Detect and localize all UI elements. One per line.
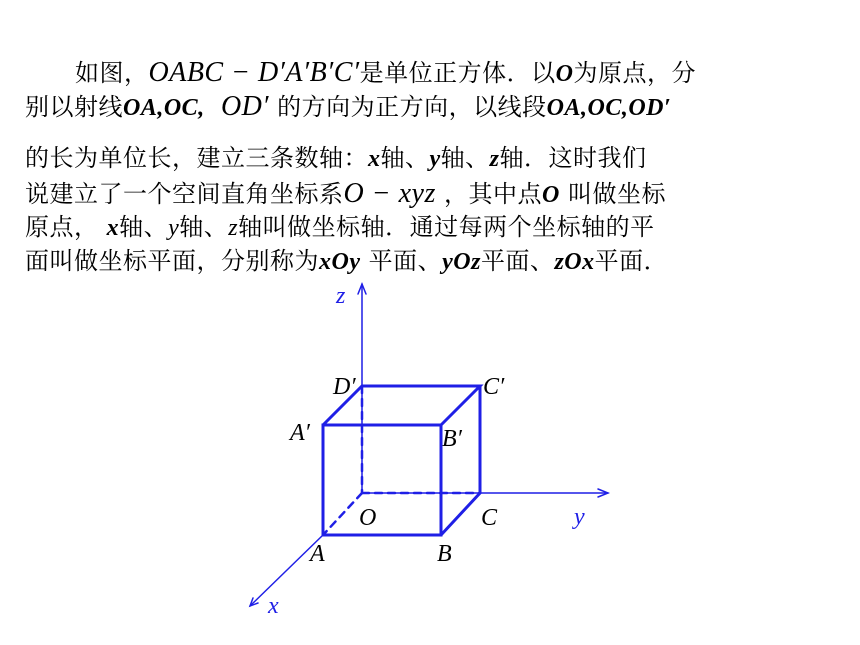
plane-zox: zOx bbox=[554, 249, 595, 275]
text: 的方向为正方向，以线段 bbox=[277, 93, 547, 121]
axis-x-name: x bbox=[368, 146, 381, 172]
cube-name-math: OABC − D′A′B′C′ bbox=[148, 57, 360, 88]
text: 轴、 bbox=[440, 144, 490, 172]
hidden-edge-oa bbox=[323, 493, 362, 535]
label-c-prime: C′ bbox=[483, 374, 505, 400]
text: 轴、 bbox=[179, 213, 229, 241]
right-face-edges bbox=[441, 386, 480, 535]
rays-bold: OA,OC bbox=[123, 95, 199, 121]
point-o-bold: O bbox=[555, 61, 574, 87]
axis-z-name: z bbox=[489, 146, 500, 172]
label-a-prime: A′ bbox=[290, 420, 310, 446]
text: 说建立了一个空间直角坐标系 bbox=[25, 180, 344, 208]
text: 平面、 bbox=[368, 247, 443, 275]
label-o: O bbox=[359, 505, 377, 531]
text: 叫做坐标 bbox=[568, 180, 666, 208]
comma: , bbox=[198, 95, 205, 121]
text: 轴叫做坐标轴．通过每两个坐标轴的平 bbox=[238, 213, 655, 241]
label-b-prime: B′ bbox=[442, 426, 462, 452]
front-face bbox=[323, 425, 441, 535]
text: 的长为单位长，建立三条数轴： bbox=[25, 144, 368, 172]
label-b: B bbox=[437, 541, 452, 567]
label-c: C bbox=[481, 505, 498, 531]
segments-bold: OA,OC,OD′ bbox=[546, 95, 672, 121]
label-z: z bbox=[336, 283, 346, 309]
text: 轴、 bbox=[119, 213, 169, 241]
text: 轴．这时我们 bbox=[499, 144, 647, 172]
text: 面叫做坐标平面，分别称为 bbox=[25, 247, 319, 275]
axis-z-name: z bbox=[228, 215, 239, 241]
plane-yoz: yOz bbox=[442, 249, 481, 275]
ray-od-math: OD′ bbox=[220, 91, 270, 122]
text: 是单位正方体．以 bbox=[359, 59, 556, 87]
text: 原点， bbox=[25, 213, 99, 241]
label-a: A bbox=[310, 541, 325, 567]
plane-xoy: xOy bbox=[319, 249, 361, 275]
label-d-prime: D′ bbox=[333, 374, 356, 400]
text: 如图， bbox=[75, 59, 149, 87]
text: 别以射线 bbox=[25, 93, 123, 121]
coordinate-system-math: O − xyz bbox=[343, 178, 436, 209]
label-x: x bbox=[268, 593, 279, 619]
text: 平面． bbox=[594, 247, 669, 275]
text: 轴、 bbox=[380, 144, 430, 172]
axis-y-name: y bbox=[168, 215, 180, 241]
text: 平面、 bbox=[480, 247, 555, 275]
axis-x-name: x bbox=[106, 215, 120, 241]
text: 为原点，分 bbox=[573, 59, 696, 87]
label-y: y bbox=[574, 504, 585, 530]
text: ，其中点 bbox=[444, 180, 543, 208]
axis-y-name: y bbox=[429, 146, 441, 172]
point-o-bold: O bbox=[542, 182, 560, 208]
